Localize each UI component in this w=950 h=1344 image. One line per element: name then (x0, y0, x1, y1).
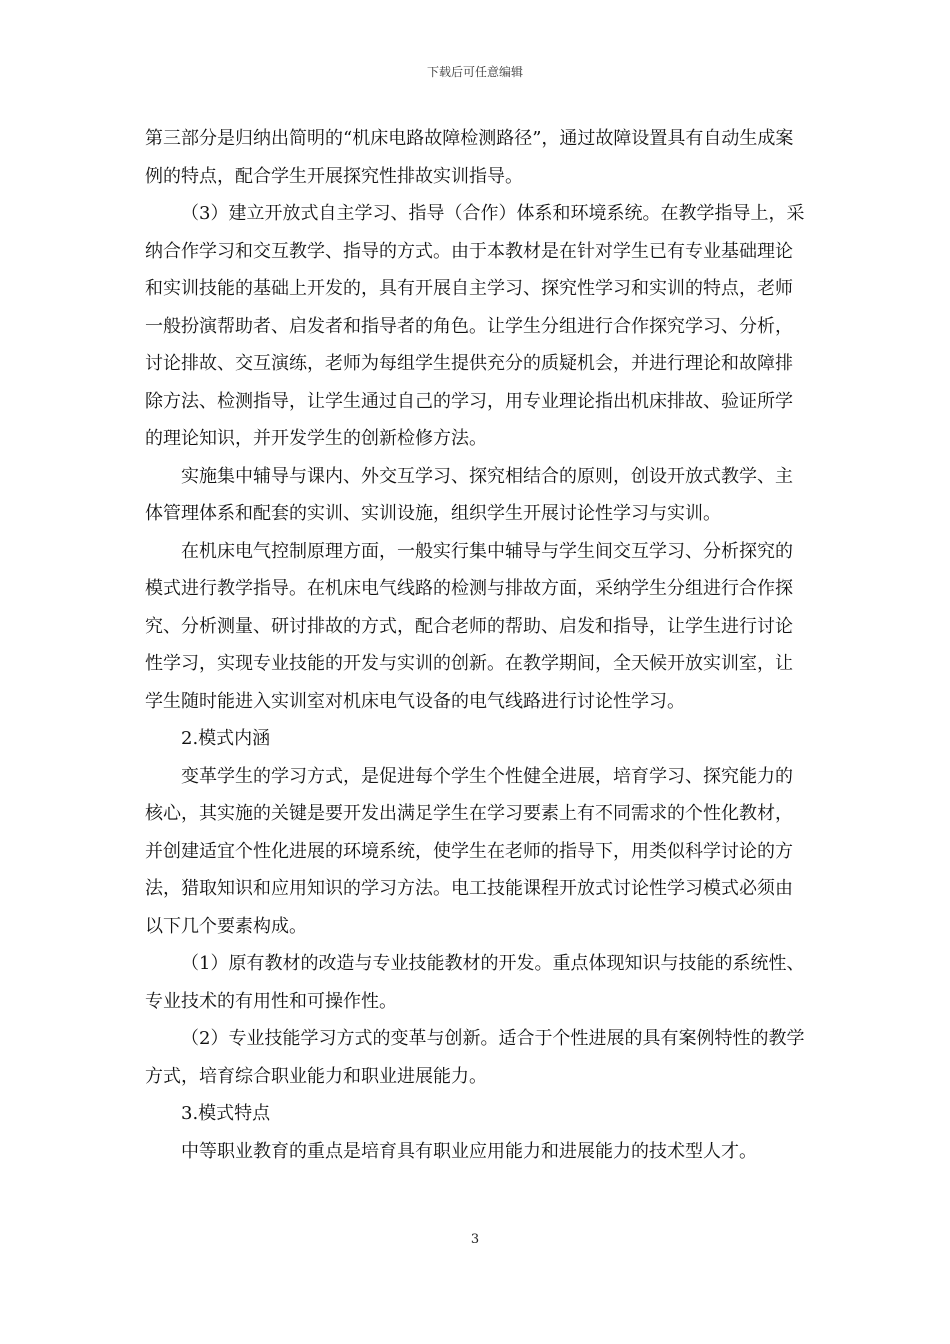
paragraph-item-3: （3）建立开放式自主学习、指导（合作）体系和环境系统。在教学指导上，采纳合作学习和交互教学、指导的方式。由于本教材是在针对学生已有专业基础理论和实训技能的基础上开发的，具有开展自主学习、探究性学习和实训的特点，老师一般扮演帮助者、启发者和指导者的角色。让学生分组进行合作探究学习、分析，讨论排故、交互演练，老师为每组学生提供充分的质疑机会，并进行理论和故障排除方法、检测指导，让学生通过自己的学习，用专业理论指出机床排故、验证所学的理论知识，并开发学生的创新检修方法。 (145, 203, 805, 449)
paragraph-implementation: 实施集中辅导与课内、外交互学习、探究相结合的原则，创设开放式教学、主体管理体系和配套的实训、实训设施，组织学生开展讨论性学习与实训。 (145, 465, 793, 524)
paragraph-item-1: （1）原有教材的改造与专业技能教材的开发。重点体现知识与技能的系统性、专业技术的有用性和可操作性。 (145, 953, 805, 1012)
page-number: 3 (470, 1232, 480, 1247)
paragraph-item-2: （2）专业技能学习方式的变革与创新。适合于个性进展的具有案例特性的教学方式，培育综合职业能力和职业进展能力。 (145, 1028, 805, 1087)
paragraph-part-three: 第三部分是归纳出简明的“机床电路故障检测路径”，通过故障设置具有自动生成案例的特点，配合学生开展探究性排故实训指导。 (145, 128, 794, 187)
section-heading-model-connotation: 2.模式内涵 (181, 728, 271, 749)
body-text (145, 120, 810, 1170)
paragraph-machine-electrical: 在机床电气控制原理方面，一般实行集中辅导与学生间交互学习、分析探究的模式进行教学指导。在机床电气线路的检测与排故方面，采纳学生分组进行合作探究、分析测量、研讨排故的方式，配合老师的帮助、启发和指导，让学生进行讨论性学习，实现专业技能的开发与实训的创新。在教学期间，全天候开放实训室，让学生随时能进入实训室对机床电气设备的电气线路进行讨论性学习。 (145, 540, 793, 712)
section-heading-model-features: 3.模式特点 (181, 1103, 271, 1124)
paragraph-vocational-education: 中等职业教育的重点是培育具有职业应用能力和进展能力的技术型人才。 (181, 1140, 757, 1162)
download-editable-note: 下载后可任意编辑 (426, 65, 523, 79)
paragraph-learning-reform: 变革学生的学习方式，是促进每个学生个性健全进展，培育学习、探究能力的核心，其实施的关键是要开发出满足学生在学习要素上有不同需求的个性化教材，并创建适宜个性化进展的环境系统，使学生在老师的指导下，用类似科学讨论的方法，猎取知识和应用知识的学习方法。电工技能课程开放式讨论性学习模式必须由以下几个要素构成。 (145, 765, 793, 937)
